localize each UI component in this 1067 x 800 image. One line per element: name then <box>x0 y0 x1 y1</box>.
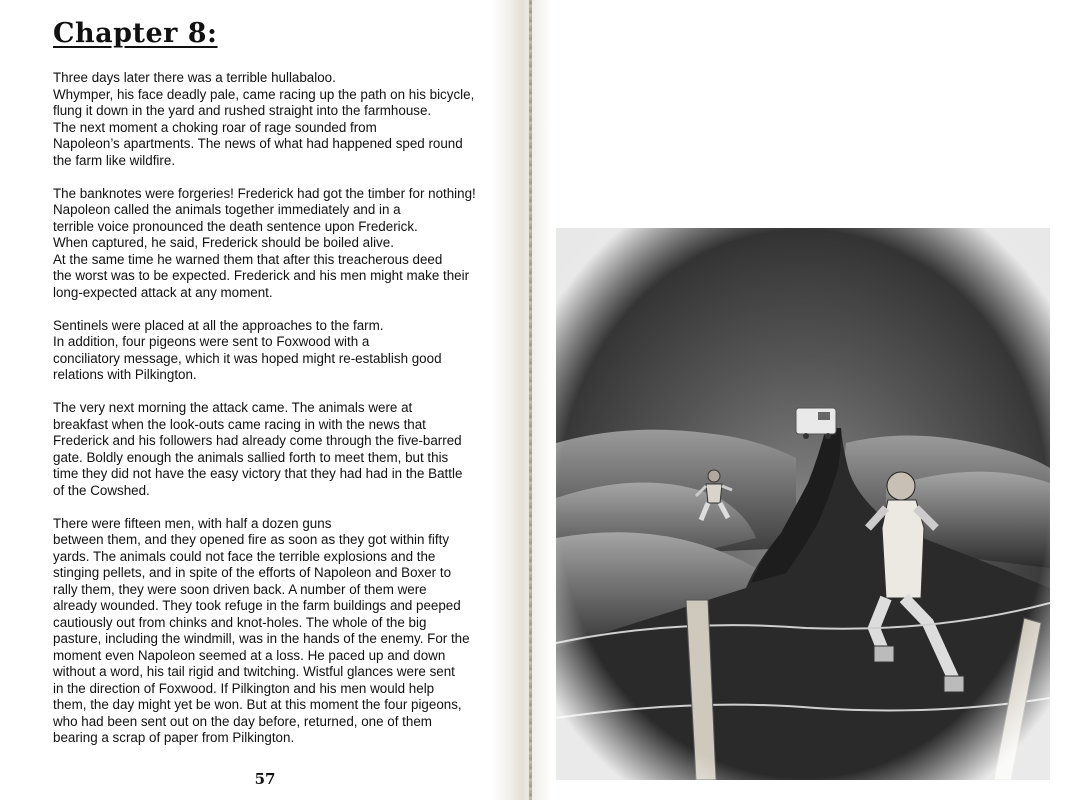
text-line: The next moment a choking roar of rage sounded from <box>53 119 377 135</box>
text-line: The banknotes were forgeries! Frederick had got the timber for nothing! <box>53 185 476 201</box>
text-line: terrible voice pronounced the death sentence upon Frederick. <box>53 218 418 234</box>
paragraph-5 <box>53 516 498 747</box>
text-line: There were fifteen men, with half a dozen guns <box>53 515 332 531</box>
vignette <box>556 228 1050 780</box>
left-page <box>0 0 520 800</box>
paragraph-4 <box>53 400 498 499</box>
text-line: in the direction of Foxwood. If Pilkington and his men would help <box>53 680 435 696</box>
page-number: 57 <box>254 770 276 788</box>
text-line: without a word, his tail rigid and twitching. Wistful glances were sent <box>53 664 455 679</box>
text-line: breakfast when the look-outs came racing in with the news that <box>53 416 426 432</box>
text-line: Sentinels were placed at all the approaches to the farm. <box>53 317 384 333</box>
text-line: the farm like wildfire. <box>53 152 176 168</box>
text-line: cautiously out from chinks and knot-holes. The whole of the big <box>53 614 427 630</box>
text-line: Napoleon called the animals together immediately and in a <box>53 202 401 217</box>
paragraph-3 <box>53 318 498 384</box>
text-line: time they did not have the easy victory that they had had in the Battle <box>53 466 463 481</box>
page-binding-line <box>529 0 532 800</box>
chapter-body <box>53 70 498 763</box>
text-line: them, the day might yet be won. But at this moment the four pigeons, <box>53 697 462 712</box>
text-line: The very next morning the attack came. The animals were at <box>53 400 413 415</box>
text-line: of the Cowshed. <box>53 482 150 498</box>
text-line: the worst was to be expected. Frederick and his men might make their <box>53 268 470 283</box>
text-line: relations with Pilkington. <box>53 367 197 382</box>
text-line: In addition, four pigeons were sent to Foxwood with a <box>53 334 370 349</box>
text-line: pasture, including the windmill, was in the hands of the enemy. For the <box>53 631 470 646</box>
chapter-title: Chapter 8: <box>53 18 218 49</box>
illustration-night-attack <box>556 228 1050 780</box>
paragraph-1 <box>53 70 498 169</box>
text-line: Napoleon’s apartments. The news of what had happened sped round <box>53 136 463 151</box>
text-line: Frederick and his followers had already come through the five-barred <box>53 433 462 448</box>
text-line: yards. The animals could not face the terrible explosions and the <box>53 548 436 564</box>
text-line: who had been sent out on the day before, returned, one of them <box>53 713 432 729</box>
text-line: long-expected attack at any moment. <box>53 284 273 300</box>
text-line: Whymper, his face deadly pale, came racing up the path on his bicycle, <box>53 86 475 102</box>
book-gutter <box>492 0 552 800</box>
text-line: bearing a scrap of paper from Pilkington. <box>53 730 295 745</box>
text-line: When captured, he said, Frederick should be boiled alive. <box>53 235 394 250</box>
text-line: Three days later there was a terrible hullabaloo. <box>53 70 336 85</box>
text-line: conciliatory message, which it was hoped might re-establish good <box>53 350 442 366</box>
text-line: rally them, they were soon driven back. A number of them were <box>53 581 427 597</box>
text-line: gate. Boldly enough the animals sallied forth to meet them, but this <box>53 449 449 465</box>
text-line: moment even Napoleon seemed at a loss. He paced up and down <box>53 647 446 663</box>
text-line: already wounded. They took refuge in the farm buildings and peeped <box>53 598 461 613</box>
text-line: stinging pellets, and in spite of the efforts of Napoleon and Boxer to <box>53 565 452 580</box>
text-line: At the same time he warned them that after this treacherous deed <box>53 251 443 267</box>
paragraph-2 <box>53 186 498 302</box>
text-line: flung it down in the yard and rushed straight into the farmhouse. <box>53 103 432 118</box>
text-line: between them, and they opened fire as soon as they got within fifty <box>53 532 450 547</box>
